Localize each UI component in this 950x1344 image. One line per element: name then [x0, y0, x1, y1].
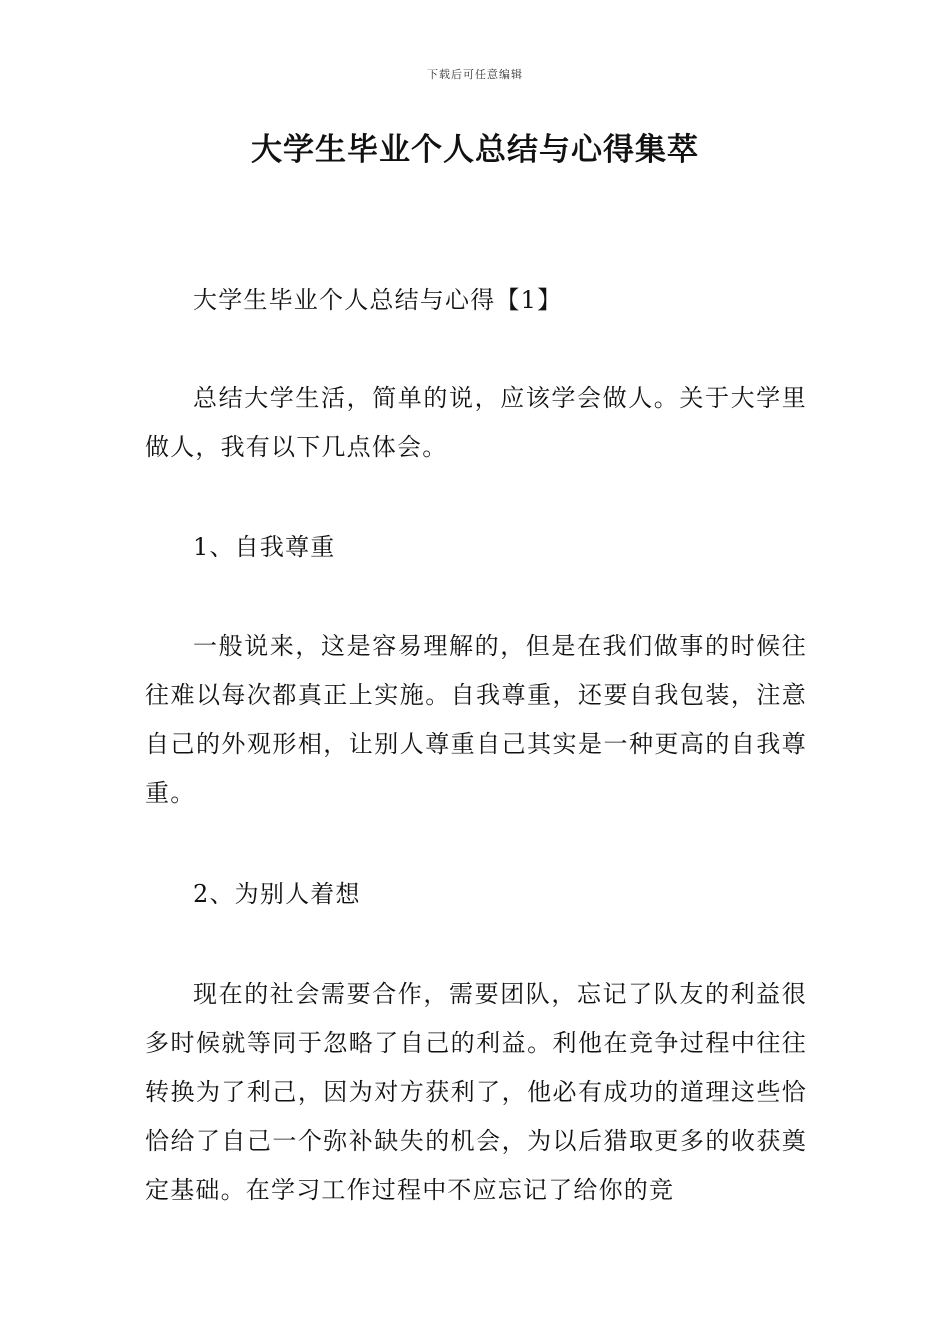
point-1-heading: 1、自我尊重 — [193, 533, 336, 561]
point-2-heading: 2、为别人着想 — [193, 880, 361, 908]
point-1-paragraph: 一般说来，这是容易理解的，但是在我们做事的时候往往难以每次都真正上实施。自我尊重，还要自我包装，注意自己的外观形相，让别人尊重自己其实是一种更高的自我尊重。 — [145, 632, 807, 807]
header-note: 下载后可任意编辑 — [427, 68, 523, 81]
subtitle-heading: 大学生毕业个人总结与心得【1】 — [193, 286, 563, 314]
intro-paragraph: 总结大学生活，简单的说，应该学会做人。关于大学里做人，我有以下几点体会。 — [145, 384, 807, 461]
point-2-paragraph: 现在的社会需要合作，需要团队，忘记了队友的利益很多时候就等同于忽略了自己的利益。利他在竞争过程中往往转换为了利己，因为对方获利了，他必有成功的道理这些恰恰给了自己一个弥补缺失的机会，为以后猎取更多的收获奠定基础。在学习工作过程中不应忘记了给你的竞 — [145, 980, 807, 1204]
document-title: 大学生毕业个人总结与心得集萃 — [251, 132, 699, 168]
